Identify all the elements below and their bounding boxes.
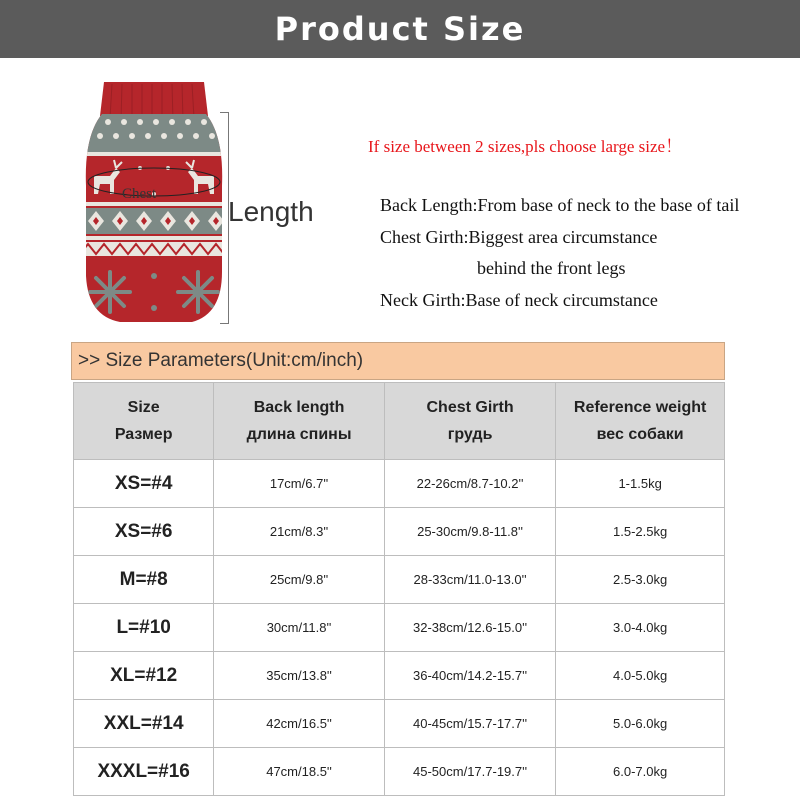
- table-row: [73, 508, 725, 556]
- size-cell: XS=#6: [73, 508, 214, 556]
- weight-cell: 2.5-3.0kg: [556, 556, 725, 604]
- header-size-ru: Размер: [114, 426, 173, 443]
- weight-cell: 1.5-2.5kg: [556, 508, 725, 556]
- size-parameters-caption: [71, 342, 725, 380]
- chest-label: Chest: [122, 186, 157, 202]
- page-title: Product Size: [274, 10, 526, 48]
- header-chest-girth-en: Chest Girth: [426, 399, 514, 416]
- chest-girth-description: Chest Girth:Biggest area circumstance: [380, 227, 658, 247]
- header-size: [73, 382, 214, 460]
- length-label: Length: [228, 196, 314, 227]
- header-reference-weight-ru: вес собаки: [596, 426, 684, 443]
- weight-cell: 6.0-7.0kg: [556, 748, 725, 796]
- sweater-dot-band: [80, 112, 228, 152]
- table-row: [73, 700, 725, 748]
- chest-girth-cell: 28-33cm/11.0-13.0'': [385, 556, 556, 604]
- size-note: If size between 2 sizes,pls choose large size！: [368, 137, 683, 156]
- weight-cell: 4.0-5.0kg: [556, 652, 725, 700]
- size-cell: XXL=#14: [73, 700, 214, 748]
- size-cell: XS=#4: [73, 460, 214, 508]
- header-chest-girth-ru: грудь: [447, 426, 493, 443]
- back-length-cell: 42cm/16.5'': [214, 700, 385, 748]
- chest-girth-cell: 36-40cm/14.2-15.7'': [385, 652, 556, 700]
- back-length-cell: 47cm/18.5'': [214, 748, 385, 796]
- title-banner: [0, 0, 800, 58]
- back-length-cell: 21cm/8.3'': [214, 508, 385, 556]
- back-length-cell: 25cm/9.8'': [214, 556, 385, 604]
- chest-girth-description-continued: behind the front legs: [477, 258, 626, 278]
- chest-girth-cell: 32-38cm/12.6-15.0'': [385, 604, 556, 652]
- back-length-description: Back Length:From base of neck to the base of tail: [380, 195, 740, 215]
- weight-cell: 3.0-4.0kg: [556, 604, 725, 652]
- back-length-cell: 30cm/11.8'': [214, 604, 385, 652]
- back-length-cell: 17cm/6.7'': [214, 460, 385, 508]
- chest-girth-cell: 40-45cm/15.7-17.7'': [385, 700, 556, 748]
- size-table: [73, 382, 725, 796]
- size-cell: XL=#12: [73, 652, 214, 700]
- header-reference-weight-en: Reference weight: [573, 399, 707, 416]
- size-cell: M=#8: [73, 556, 214, 604]
- chest-girth-cell: 25-30cm/9.8-11.8'': [385, 508, 556, 556]
- table-row: [73, 556, 725, 604]
- back-length-cell: 35cm/13.8'': [214, 652, 385, 700]
- size-cell: L=#10: [73, 604, 214, 652]
- chest-girth-cell: 45-50cm/17.7-19.7'': [385, 748, 556, 796]
- table-row: [73, 604, 725, 652]
- table-row: [73, 748, 725, 796]
- table-header-row: [73, 382, 725, 460]
- weight-cell: 1-1.5kg: [556, 460, 725, 508]
- size-cell: XXXL=#16: [73, 748, 214, 796]
- weight-cell: 5.0-6.0kg: [556, 700, 725, 748]
- header-back-length: [214, 382, 385, 460]
- header-back-length-ru: длина спины: [246, 426, 352, 443]
- header-size-en: Size: [127, 399, 160, 416]
- table-row: [73, 652, 725, 700]
- chest-girth-cell: 22-26cm/8.7-10.2'': [385, 460, 556, 508]
- header-reference-weight: [556, 382, 725, 460]
- neck-girth-description: Neck Girth:Base of neck circumstance: [380, 290, 658, 310]
- header-chest-girth: [385, 382, 556, 460]
- table-row: [73, 460, 725, 508]
- header-back-length-en: Back length: [253, 399, 345, 416]
- size-parameters-caption-text: >> Size Parameters(Unit:cm/inch): [78, 350, 364, 371]
